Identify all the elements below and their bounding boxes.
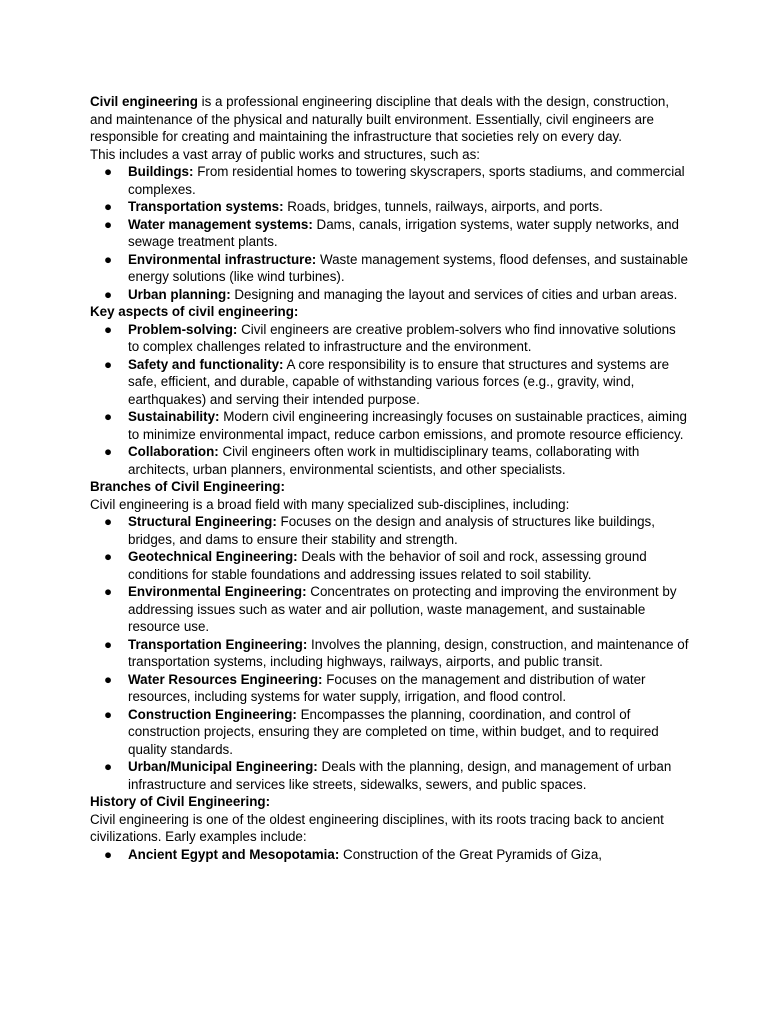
bullet-icon: ● (104, 514, 113, 529)
bullet-icon: ● (104, 706, 113, 722)
list-item-term: Environmental Engineering: (128, 584, 307, 599)
list-item-text: Construction of the Great Pyramids of Giza, (339, 846, 603, 862)
document-page (90, 93, 690, 863)
list-item-term: Geotechnical Engineering: (128, 549, 298, 564)
list-item-text: From residential homes to towering skyscrapers, sports stadiums, and commercial complexes. (128, 164, 685, 197)
list-item (90, 443, 690, 478)
list-item-term: Environmental infrastructure: (128, 251, 317, 267)
list-item (90, 548, 690, 583)
aspects-heading: Key aspects of civil engineering: (90, 304, 299, 319)
aspects-list (90, 321, 690, 479)
list-item-term: Problem-solving: (128, 321, 238, 337)
bullet-icon: ● (104, 286, 113, 302)
list-item-term: Construction Engineering: (128, 706, 297, 722)
bullet-icon: ● (104, 164, 113, 179)
list-item-term: Water management systems: (128, 216, 313, 232)
list-item-term: Buildings: (128, 164, 194, 179)
bullet-icon: ● (104, 199, 113, 214)
bullet-icon: ● (104, 356, 113, 372)
list-item-text: Civil engineers are creative problem-solvers who find innovative solutions to complex challenges related to infrastructure and the environment. (128, 321, 676, 354)
list-item-term: Transportation Engineering: (128, 636, 308, 652)
bullet-icon: ● (104, 671, 113, 687)
list-item (90, 286, 690, 304)
bullet-icon: ● (104, 251, 113, 267)
branches-lead: Civil engineering is a broad field with many specialized sub-disciplines, including: (90, 496, 570, 512)
list-item-term: Water Resources Engineering: (128, 671, 323, 687)
list-item (90, 846, 690, 864)
history-heading: History of Civil Engineering: (90, 794, 271, 809)
list-item-term: Urban planning: (128, 286, 231, 302)
list-item-term: Transportation systems: (128, 199, 284, 214)
list-item (90, 706, 690, 759)
branches-heading: Branches of Civil Engineering: (90, 479, 285, 494)
list-item-term: Sustainability: (128, 409, 220, 424)
list-item-text: Encompasses the planning, coordination, and control of construction projects, ensuring they are completed on time, within budget, and to required quality standards. (128, 706, 659, 757)
list-item-text: Waste management systems, flood defenses, and sustainable energy solutions (like wind turbines). (128, 251, 688, 284)
list-item-text: A core responsibility is to ensure that structures and systems are safe, efficient, and durable, capable of withstanding various forces (e.g., gravity, wind, earthquakes) and serving their intended purpose. (128, 356, 670, 407)
bullet-icon: ● (104, 584, 113, 599)
list-item (90, 758, 690, 793)
list-item-term: Safety and functionality: (128, 356, 284, 372)
bullet-icon: ● (104, 759, 113, 774)
list-item (90, 321, 690, 356)
list-item (90, 513, 690, 548)
history-lead: Civil engineering is one of the oldest engineering disciplines, with its roots tracing back to ancient civilizations. Early examples include: (90, 811, 664, 844)
list-item (90, 198, 690, 216)
list-item (90, 356, 690, 409)
list-item-text: Focuses on the design and analysis of structures like buildings, bridges, and dams to ensure their stability and strength. (128, 514, 655, 547)
list-item-term: Structural Engineering: (128, 514, 277, 529)
intro-paragraph (90, 93, 690, 146)
list-item (90, 671, 690, 706)
list-item (90, 636, 690, 671)
intro-text: is a professional engineering discipline that deals with the design, construction, and maintenance of the physical and naturally built environment. Essentially, civil engineers are responsible for creating and maintaining the infrastructure that societies rely on every day. (90, 94, 670, 144)
works-lead: This includes a vast array of public works and structures, such as: (90, 146, 480, 162)
list-item-text: Focuses on the management and distribution of water resources, including systems for water supply, irrigation, and flood control. (128, 671, 646, 704)
bullet-icon: ● (104, 636, 113, 652)
list-item-text: Dams, canals, irrigation systems, water supply networks, and sewage treatment plants. (128, 216, 679, 249)
bullet-icon: ● (104, 846, 113, 862)
list-item-term: Collaboration: (128, 444, 219, 459)
works-list (90, 163, 690, 303)
bullet-icon: ● (104, 321, 113, 337)
branches-list (90, 513, 690, 793)
list-item-term: Urban/Municipal Engineering: (128, 759, 318, 774)
list-item-text: Concentrates on protecting and improving the environment by addressing issues such as water and air pollution, waste management, and sustainable resource use. (128, 584, 677, 634)
list-item-text: Roads, bridges, tunnels, railways, airports, and ports. (283, 199, 603, 214)
bullet-icon: ● (104, 216, 113, 232)
bullet-icon: ● (104, 444, 113, 459)
list-item-text: Designing and managing the layout and services of cities and urban areas. (230, 286, 678, 302)
list-item-text: Deals with the behavior of soil and rock, assessing ground conditions for stable foundations and addressing issues related to soil stability. (128, 549, 647, 582)
list-item (90, 216, 690, 251)
list-item-text: Involves the planning, design, construction, and maintenance of transportation systems, including highways, railways, airports, and public transit. (128, 636, 689, 669)
history-list (90, 846, 690, 864)
list-item-text: Modern civil engineering increasingly focuses on sustainable practices, aiming to minimize environmental impact, reduce carbon emissions, and promote resource efficiency. (128, 409, 687, 442)
list-item (90, 163, 690, 198)
list-item-text: Civil engineers often work in multidisciplinary teams, collaborating with architects, urban planners, environmental scientists, and other specialists. (128, 444, 640, 477)
bullet-icon: ● (104, 409, 113, 424)
bullet-icon: ● (104, 549, 113, 564)
list-item-term: Ancient Egypt and Mesopotamia: (128, 846, 340, 862)
intro-term: Civil engineering (90, 94, 198, 109)
list-item-text: Deals with the planning, design, and management of urban infrastructure and services like streets, sidewalks, sewers, and public spaces. (128, 759, 672, 792)
list-item (90, 583, 690, 636)
list-item (90, 251, 690, 286)
list-item (90, 408, 690, 443)
